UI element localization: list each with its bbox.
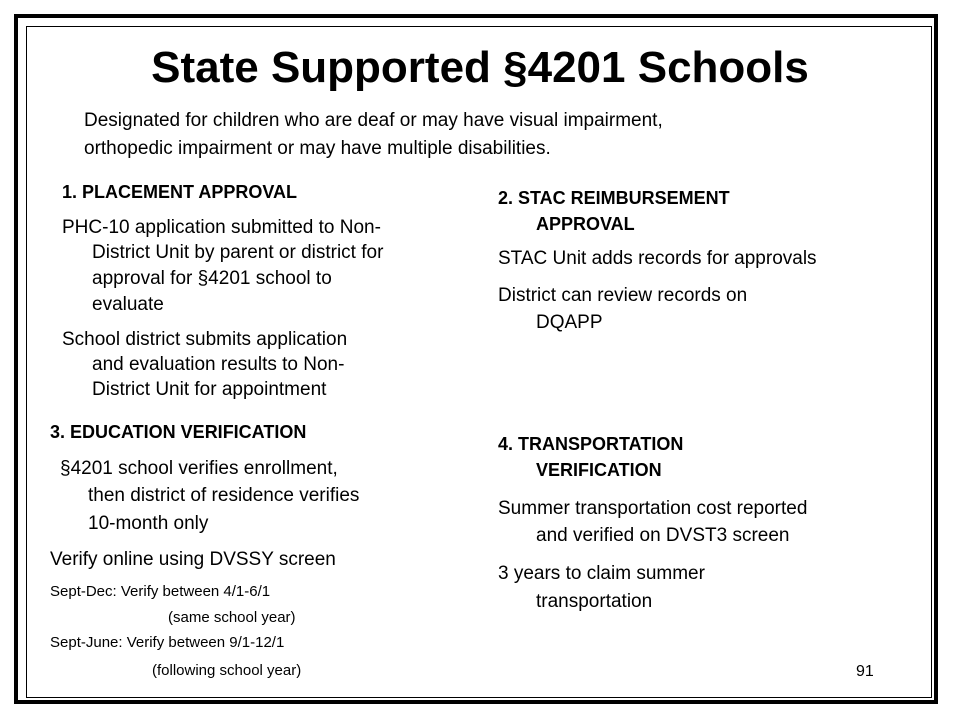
- transportation-item1-line1: Summer transportation cost reported: [498, 498, 808, 519]
- stac-heading-line1: 2. STAC REIMBURSEMENT: [498, 188, 730, 208]
- education-para1-line1: §4201 school verifies enrollment,: [60, 458, 338, 479]
- placement-para1-line1: PHC-10 application submitted to Non-: [62, 217, 381, 238]
- stac-item2-line2: DQAPP: [536, 312, 603, 333]
- placement-heading: 1. PLACEMENT APPROVAL: [62, 182, 298, 202]
- placement-para2-line2: and evaluation results to Non-: [92, 354, 345, 375]
- placement-para1-line3: approval for §4201 school to: [92, 268, 332, 289]
- page-number: 91: [856, 663, 874, 680]
- placement-para2-line3: District Unit for appointment: [92, 379, 327, 400]
- placement-para1-line4: evaluate: [92, 294, 164, 315]
- transportation-item2-line1: 3 years to claim summer: [498, 563, 705, 584]
- intro-line-2: orthopedic impairment or may have multiple disabilities.: [84, 138, 551, 159]
- education-para1-line2: then district of residence verifies: [88, 485, 360, 506]
- stac-item2-line1: District can review records on: [498, 285, 748, 306]
- stac-heading-line2: APPROVAL: [536, 214, 635, 234]
- education-sept-dec-note: (same school year): [168, 609, 296, 626]
- education-heading: 3. EDUCATION VERIFICATION: [50, 422, 307, 442]
- transportation-heading-line2: VERIFICATION: [536, 460, 662, 480]
- transportation-item2-line2: transportation: [536, 591, 653, 612]
- education-sept-june-note: (following school year): [152, 662, 302, 679]
- placement-para2-line1: School district submits application: [62, 329, 348, 350]
- education-para1-line3: 10-month only: [88, 513, 209, 534]
- stac-item1: STAC Unit adds records for approvals: [498, 248, 817, 269]
- education-sept-june: Sept-June: Verify between 9/1-12/1: [50, 634, 285, 651]
- education-online: Verify online using DVSSY screen: [50, 549, 336, 570]
- placement-para1-line2: District Unit by parent or district for: [92, 242, 384, 263]
- transportation-item1-line2: and verified on DVST3 screen: [536, 525, 790, 546]
- intro-line-1: Designated for children who are deaf or may have visual impairment,: [84, 110, 663, 131]
- transportation-heading-line1: 4. TRANSPORTATION: [498, 434, 684, 454]
- education-sept-dec: Sept-Dec: Verify between 4/1-6/1: [50, 583, 271, 600]
- slide-title: State Supported §4201 Schools: [151, 43, 809, 92]
